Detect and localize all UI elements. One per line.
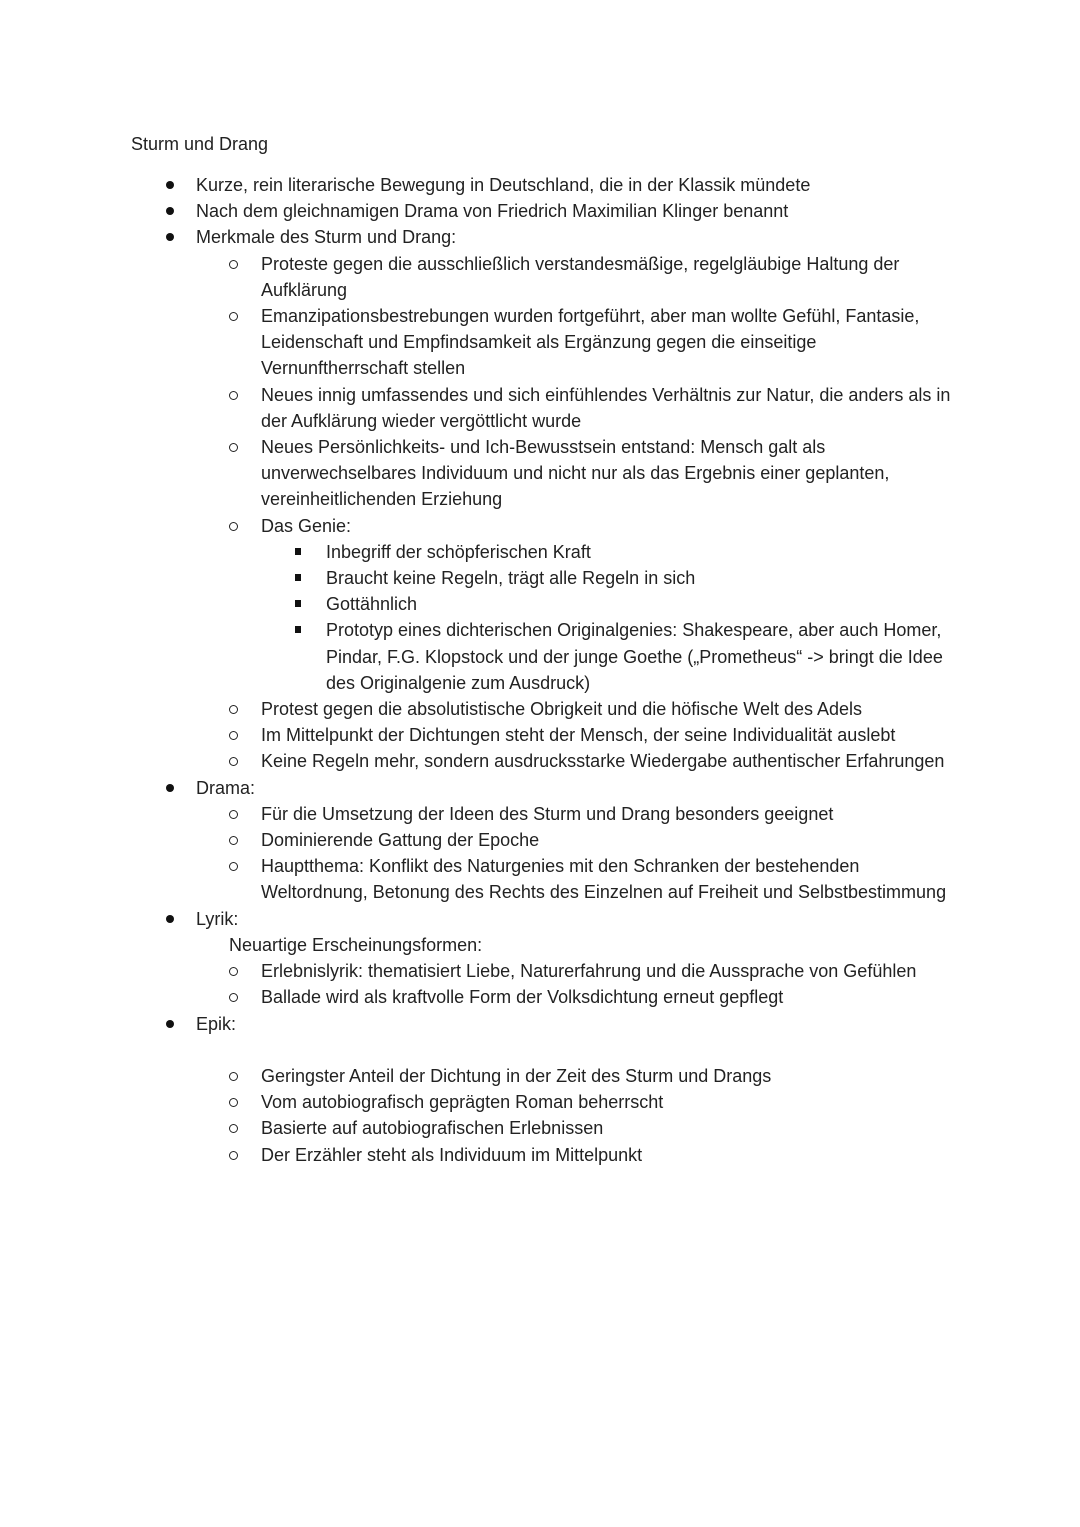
list-item-text: Protest gegen die absolutistische Obrigkeit und die höfische Welt des Adels <box>261 699 863 720</box>
bullet-icon <box>166 1020 174 1028</box>
bullet-icon <box>166 784 174 792</box>
section-subheading <box>0 932 1080 958</box>
bullet-icon <box>166 915 174 923</box>
list-item <box>0 382 961 434</box>
list-item <box>0 591 956 617</box>
list-item-text: Emanzipationsbestrebungen wurden fortgeführt, aber man wollte Gefühl, Fantasie, Leidenschaft und Empfindsamkeit als Ergänzung gegen die einseitige Vernunftherrschaft stellen <box>261 306 920 379</box>
square-bullet-icon <box>295 600 301 607</box>
list-item-text: Kurze, rein literarische Bewegung in Deutschland, die in der Klassik mündete <box>196 175 811 195</box>
list-item <box>0 565 956 591</box>
list-item <box>0 172 1080 198</box>
list-item <box>0 748 961 774</box>
list-item-text: Hauptthema: Konflikt des Naturgenies mit den Schranken der bestehenden Weltordnung, Betonung des Rechts des Einzelnen auf Freiheit und Selbstbestimmung <box>261 856 947 903</box>
circle-bullet-icon <box>229 312 238 321</box>
list-item <box>0 198 1080 224</box>
list-item-text: Dominierende Gattung der Epoche <box>261 830 540 851</box>
subheading-text: Neuartige Erscheinungsformen: <box>229 934 483 955</box>
bullet-icon <box>166 207 174 215</box>
section-genie-heading <box>0 513 961 539</box>
circle-bullet-icon <box>229 1151 238 1160</box>
blank-line <box>0 1037 1080 1063</box>
list-item-text: Neues innig umfassendes und sich einfühlendes Verhältnis zur Natur, die anders als in der Aufklärung wieder vergöttlicht wurde <box>261 384 951 431</box>
list-item <box>0 1063 961 1089</box>
list-item <box>0 722 961 748</box>
section-heading: Drama: <box>196 777 256 798</box>
list-item-text: Proteste gegen die ausschließlich verstandesmäßige, regelgläubige Haltung der Aufklärung <box>261 253 900 300</box>
list-item-text: Der Erzähler steht als Individuum im Mittelpunkt <box>261 1144 643 1165</box>
list-item <box>0 984 961 1010</box>
list-item <box>0 958 961 984</box>
circle-bullet-icon <box>229 522 238 531</box>
list-item <box>0 801 961 827</box>
bullet-icon <box>166 181 174 189</box>
list-item-text: Gottähnlich <box>326 594 418 615</box>
list-item-text: Geringster Anteil der Dichtung in der Zeit des Sturm und Drangs <box>261 1065 772 1086</box>
list-item-text: Basierte auf autobiografischen Erlebnissen <box>261 1118 604 1139</box>
section-heading: Epik: <box>196 1013 237 1034</box>
list-item <box>0 1089 961 1115</box>
list-item <box>0 251 961 303</box>
list-item <box>0 1142 961 1168</box>
circle-bullet-icon <box>229 705 238 714</box>
circle-bullet-icon <box>229 757 238 766</box>
circle-bullet-icon <box>229 862 238 871</box>
list-item <box>0 303 961 382</box>
circle-bullet-icon <box>229 1072 238 1081</box>
list-item-text: Erlebnislyrik: thematisiert Liebe, Naturerfahrung und die Aussprache von Gefühlen <box>261 961 917 982</box>
list-item <box>0 434 961 513</box>
circle-bullet-icon <box>229 1124 238 1133</box>
list-item-text: Vom autobiografisch geprägten Roman beherrscht <box>261 1092 664 1113</box>
document-body <box>0 172 1080 1168</box>
section-heading: Das Genie: <box>261 515 352 536</box>
circle-bullet-icon <box>229 967 238 976</box>
list-item-text: Für die Umsetzung der Ideen des Sturm und Drang besonders geeignet <box>261 803 834 824</box>
square-bullet-icon <box>295 626 301 633</box>
list-item-text: Braucht keine Regeln, trägt alle Regeln in sich <box>326 568 696 589</box>
bullet-icon <box>166 233 174 241</box>
circle-bullet-icon <box>229 1098 238 1107</box>
section-heading: Merkmale des Sturm und Drang: <box>196 227 457 248</box>
list-item <box>0 827 961 853</box>
circle-bullet-icon <box>229 443 238 452</box>
circle-bullet-icon <box>229 260 238 269</box>
list-item-text: Keine Regeln mehr, sondern ausdrucksstarke Wiedergabe authentischer Erfahrungen <box>261 751 945 772</box>
list-item <box>0 617 956 696</box>
list-item-text: Nach dem gleichnamigen Drama von Friedrich Maximilian Klinger benannt <box>196 201 789 222</box>
section-epik-heading <box>0 1011 1080 1037</box>
square-bullet-icon <box>295 574 301 581</box>
list-item-text: Im Mittelpunkt der Dichtungen steht der Mensch, der seine Individualität auslebt <box>261 725 896 746</box>
section-heading: Lyrik: <box>196 908 239 929</box>
list-item-text: Ballade wird als kraftvolle Form der Volksdichtung erneut gepflegt <box>261 987 784 1008</box>
circle-bullet-icon <box>229 810 238 819</box>
circle-bullet-icon <box>229 836 238 845</box>
circle-bullet-icon <box>229 391 238 400</box>
list-item <box>0 1115 961 1141</box>
page-title: Sturm und Drang <box>131 134 269 154</box>
section-merkmale-heading <box>0 224 1080 250</box>
list-item-text: Inbegriff der schöpferischen Kraft <box>326 541 591 562</box>
list-item-text: Prototyp eines dichterischen Originalgenies: Shakespeare, aber auch Homer, Pindar, F.G. Klopstock und der junge Goethe („Prometheus“ -> bringt die Idee des Originalgenie zum Ausdruck) <box>326 620 943 693</box>
circle-bullet-icon <box>229 731 238 740</box>
list-item <box>0 853 961 905</box>
section-drama-heading <box>0 775 1080 801</box>
list-item <box>0 539 956 565</box>
circle-bullet-icon <box>229 993 238 1002</box>
list-item <box>0 696 961 722</box>
list-item-text: Neues Persönlichkeits- und Ich-Bewusstsein entstand: Mensch galt als unverwechselbares Individuum und nicht nur als das Ergebnis einer geplanten, vereinheitlichenden Erziehung <box>261 437 890 510</box>
section-lyrik-heading <box>0 906 1080 932</box>
square-bullet-icon <box>295 548 301 555</box>
